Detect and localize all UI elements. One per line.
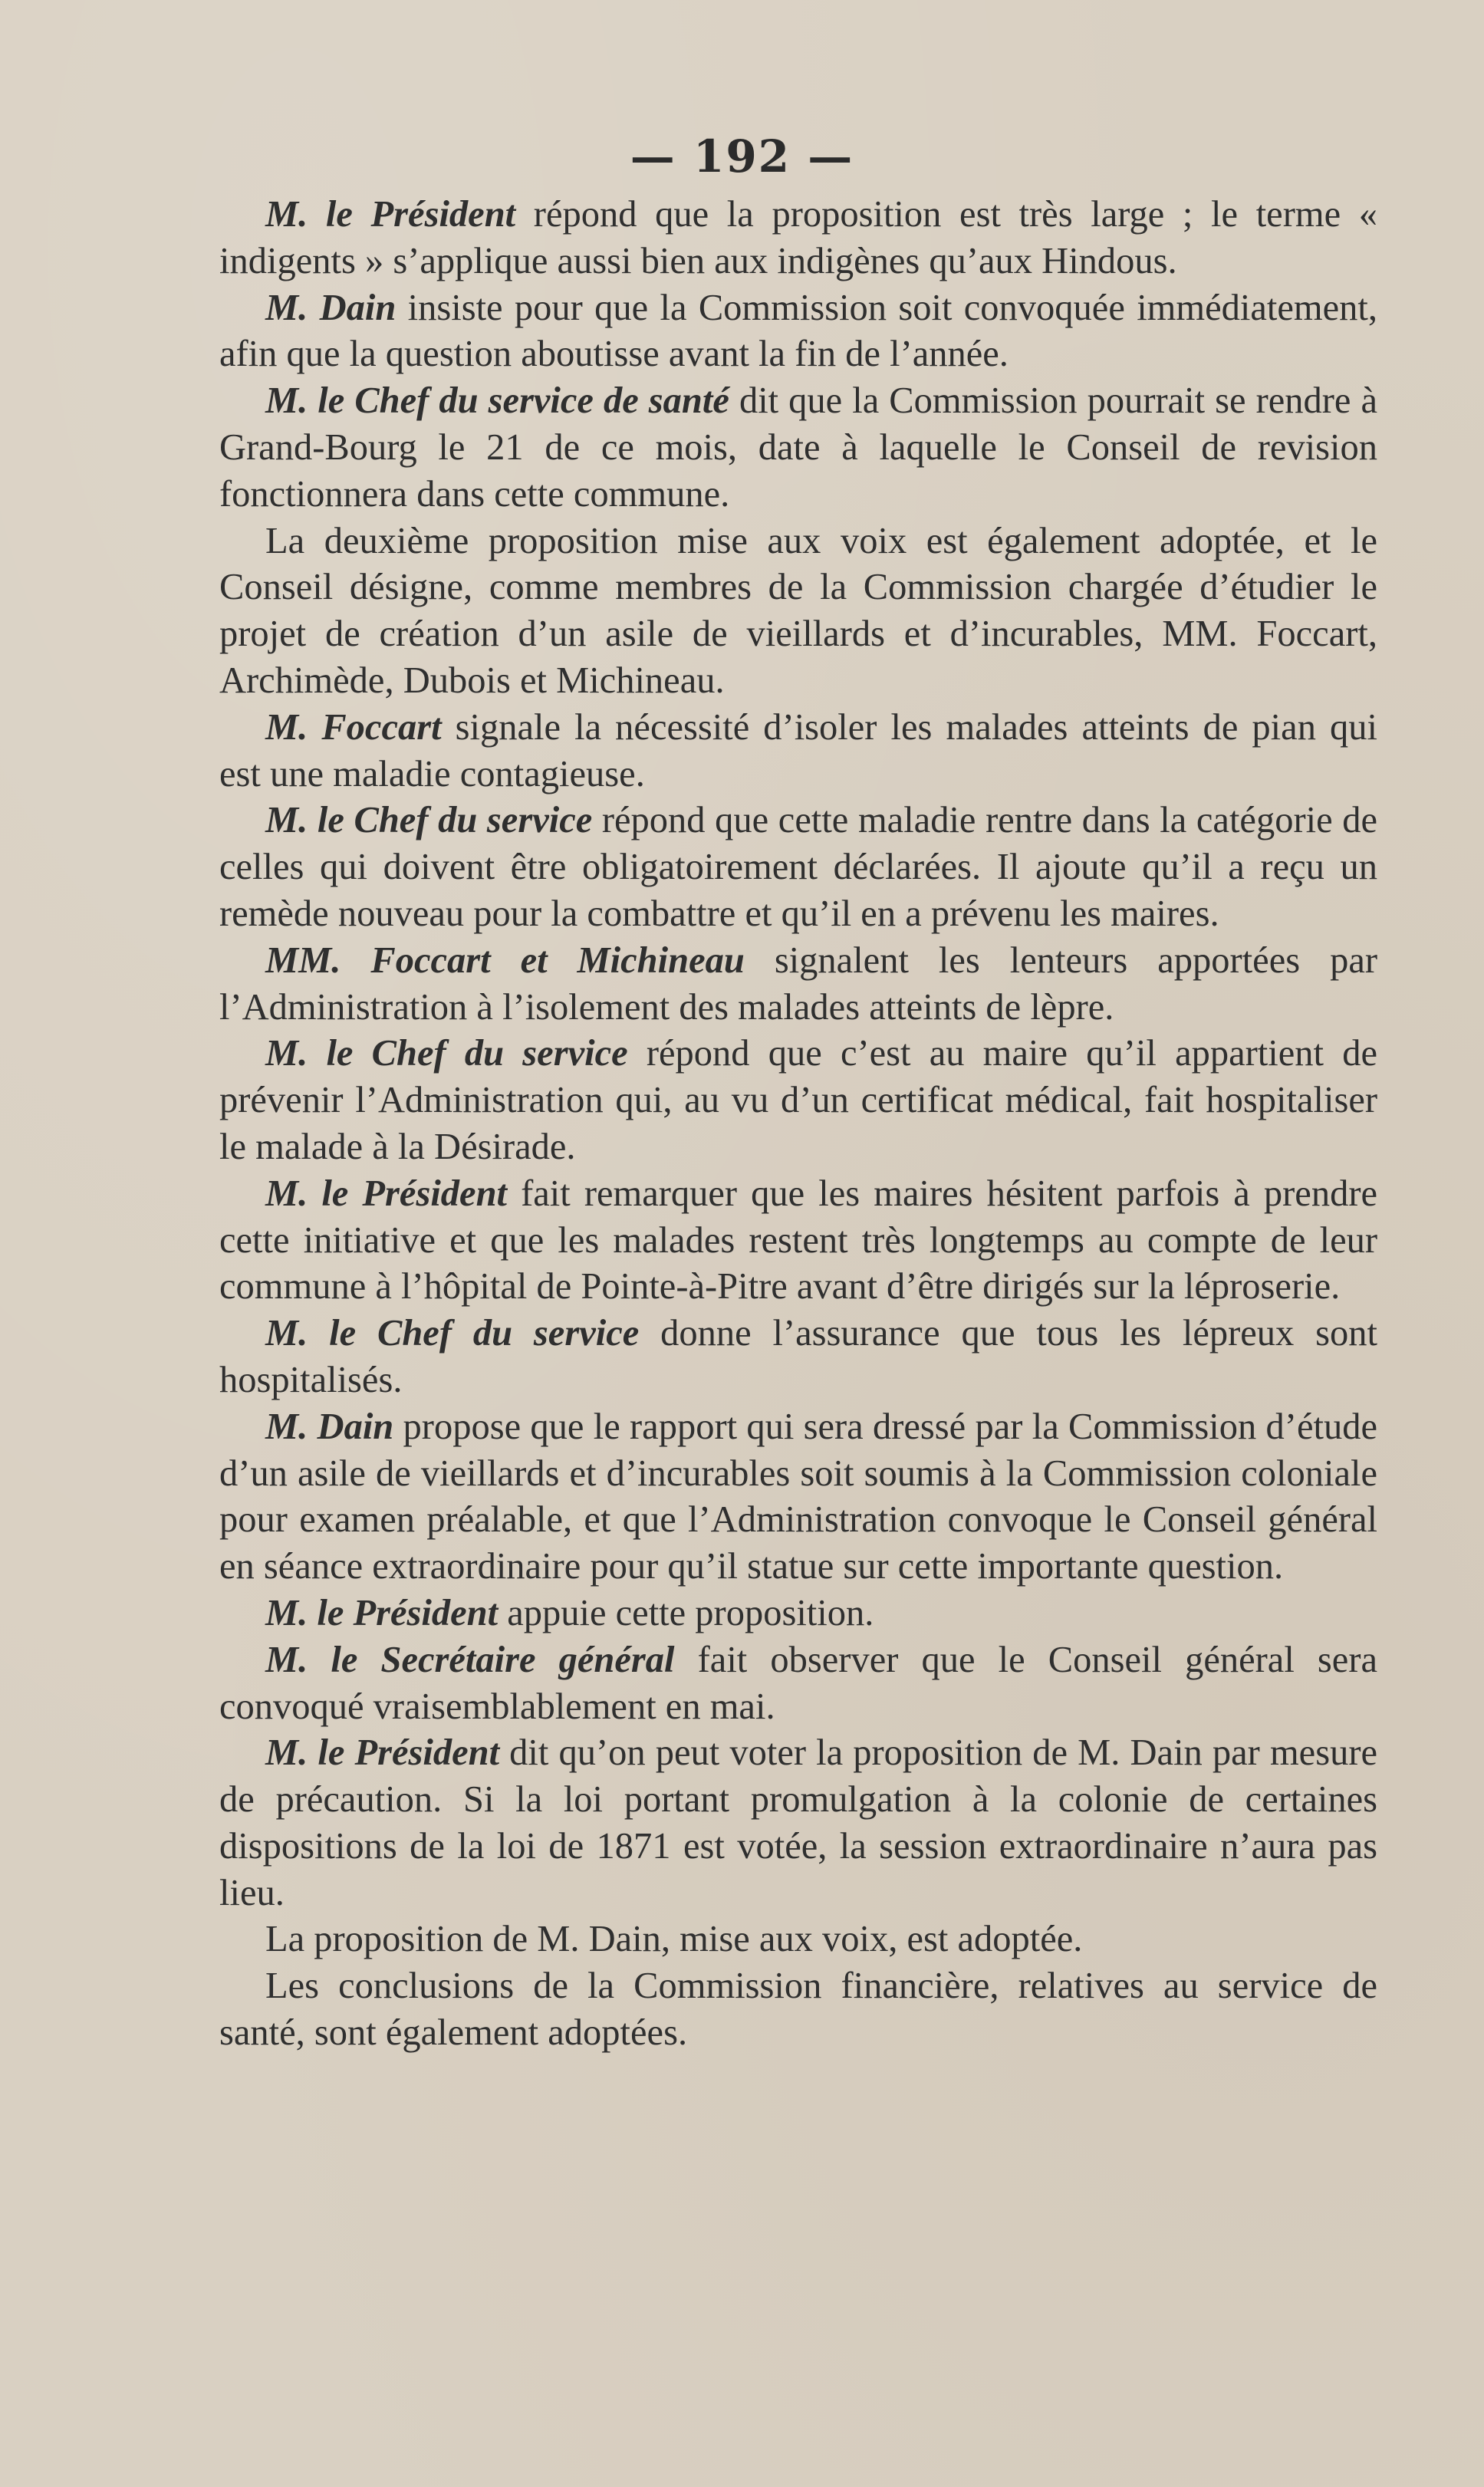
paragraph-text: fait observer que le Conseil général sera convoqué vraisemblablement en mai. (219, 1639, 1378, 1727)
speaker-name: M. le Chef du service de santé (265, 380, 729, 422)
speaker-name: M. le Président (265, 1173, 508, 1214)
paragraph (219, 1637, 1377, 1731)
paragraph-text: répond que la proposition est très large ; le terme « indigents » s’applique aussi bien aux indigènes qu’aux Hindous. (219, 194, 1377, 281)
paragraph (219, 378, 1377, 518)
paragraph-text: insiste pour que la Commission soit convoquée immédiatement, afin que la question aboutisse avant la fin de l’année. (219, 287, 1377, 375)
paragraph (219, 705, 1377, 798)
paragraph-text: dit que la Commission pourrait se rendre à Grand-Bourg le 21 de ce mois, date à laquelle le Conseil de revision fonctionnera dans cette commune. (219, 380, 1377, 515)
speaker-name: M. le Chef du service (265, 1033, 628, 1074)
paragraph-text: donne l’assurance que tous les lépreux sont hospitalisés. (219, 1313, 1377, 1400)
paragraph (219, 1916, 1377, 1963)
paragraph (219, 1591, 1377, 1637)
speaker-name: M. le Président (265, 194, 516, 235)
body-text (219, 192, 1377, 2057)
paragraph-text: répond que cette maladie rentre dans la catégorie de celles qui doivent être obligatoirement déclarées. Il ajoute qu’il a reçu un remède nouveau pour la combattre et qu’il en a prévenu les maires. (219, 800, 1377, 934)
paragraph-text: fait remarquer que les maires hésitent parfois à prendre cette initiative et que les malades restent très longtemps au compte de leur commune à l’hôpital de Pointe-à-Pitre avant d’être dirigés sur la léproserie. (219, 1173, 1377, 1308)
speaker-name: M. le Chef du service (265, 1313, 640, 1354)
paragraph (219, 1171, 1377, 1311)
speaker-name: M. le Président (265, 1732, 500, 1774)
paragraph-text: signale la nécessité d’isoler les malades atteints de pian qui est une maladie contagieuse. (219, 706, 1377, 794)
paragraph (219, 798, 1377, 937)
speaker-name: M. le Président (265, 1592, 499, 1633)
paragraph (219, 1963, 1377, 2057)
paragraph-text: appuie cette proposition. (498, 1592, 874, 1633)
speaker-name: M. Dain (265, 1406, 394, 1447)
paragraph-text: signalent les lenteurs apportées par l’Administration à l’isolement des malades atteints de lèpre. (219, 939, 1377, 1028)
paragraph (219, 938, 1377, 1031)
speaker-name: M. Dain (265, 287, 397, 328)
paragraph (219, 1730, 1377, 1916)
paragraph-text: propose que le rapport qui sera dressé par la Commission d’étude d’un asile de vieillards et d’incurables soit soumis à la Commission coloniale pour examen préalable, et que l’Administration convoque le Conseil général en séance extraordinaire pour qu’il statue sur cette importante question. (219, 1406, 1377, 1587)
paragraph-text: répond que c’est au maire qu’il appartient de prévenir l’Administration qui, au vu d’un certificat médical, fait hospitaliser le malade à la Désirade. (219, 1033, 1377, 1167)
speaker-name: MM. Foccart et Michineau (265, 939, 745, 981)
paragraph (219, 1031, 1377, 1170)
speaker-name: M. le Secrétaire général (265, 1639, 675, 1680)
speaker-name: M. Foccart (265, 706, 442, 748)
paragraph-text: La deuxième proposition mise aux voix est également adoptée, et le Conseil désigne, comme membres de la Commission chargée d’étudier le projet de création d’un asile de vieillards et d’incurables, MM. Foccart, Archimède, Dubois et Michineau. (219, 520, 1377, 701)
speaker-name: M. le Chef du service (265, 800, 593, 841)
page-number: — 192 — (630, 130, 854, 183)
paragraph (219, 285, 1377, 379)
paragraph (219, 518, 1377, 705)
paragraph-text: Les conclusions de la Commission financière, relatives au service de santé, sont également adoptées. (219, 1966, 1377, 2054)
paragraph (219, 192, 1377, 285)
paragraph (219, 1404, 1377, 1591)
paragraph-text: La proposition de M. Dain, mise aux voix, est adoptée. (265, 1919, 1083, 1960)
paragraph-text: dit qu’on peut voter la proposition de M. Dain par mesure de précaution. Si la loi portant promulgation à la colonie de certaines dispositions de la loi de 1871 est votée, la session extraordinaire n’aura pas lieu. (219, 1732, 1377, 1913)
paragraph (219, 1311, 1377, 1404)
